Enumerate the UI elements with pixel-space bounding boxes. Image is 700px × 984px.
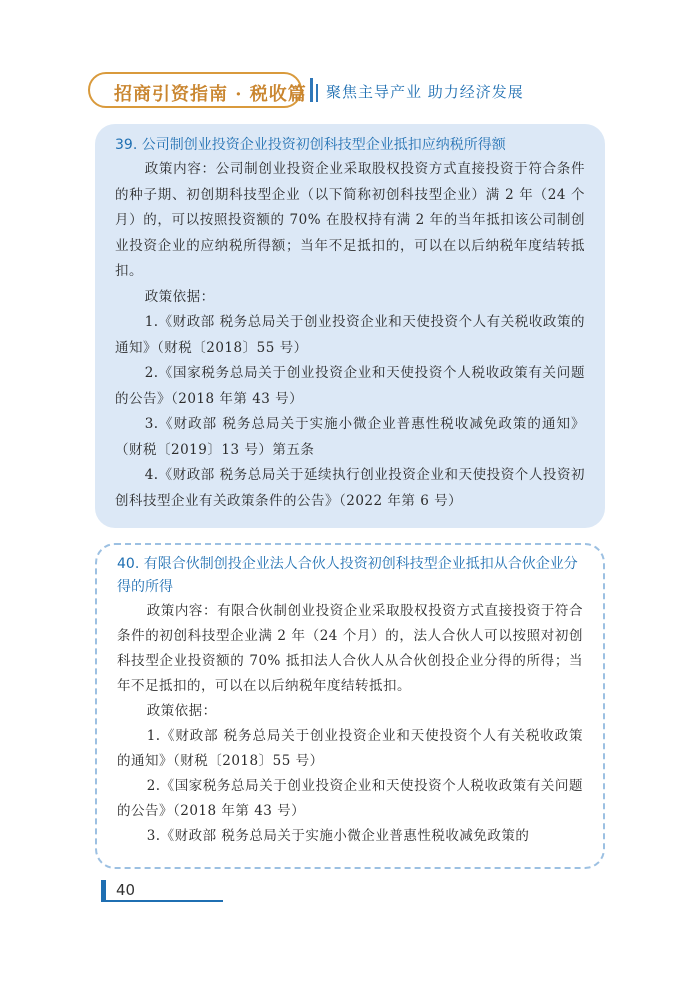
policy-content: 政策内容：公司制创业投资企业采取股权投资方式直接投资于符合条件的种子期、初创期科技型企业（以下简称初创科技型企业）满 2 年（24 个月）的，可以按照投资额的 70% 在股权持有满 2 年的当年抵扣该公司制创业投资企业的应纳税所得额；当年不足抵扣的，可以在以后纳税年度结转抵扣。 [115, 161, 585, 279]
policy-card-40 [95, 543, 605, 869]
header-divider-thin [316, 84, 318, 102]
header-slogan: 聚焦主导产业 助力经济发展 [326, 83, 524, 101]
page-header [88, 72, 608, 110]
policy-basis-item: 3.《财政部 税务总局关于实施小微企业普惠性税收减免政策的 [146, 828, 530, 844]
page-number: 40 [116, 881, 136, 899]
policy-basis-item: 2.《国家税务总局关于创业投资企业和天使投资个人税收政策有关问题的公告》（2018 年第 43 号） [117, 778, 583, 819]
policy-basis-item: 3.《财政部 税务总局关于实施小微企业普惠性税收减免政策的通知》（财税〔2019〕13 号）第五条 [115, 416, 585, 458]
policy-basis-item: 2.《国家税务总局关于创业投资企业和天使投资个人税收政策有关问题的公告》（2018 年第 43 号） [115, 365, 585, 407]
page-number-marker [101, 880, 106, 902]
section-title: 39. 公司制创业投资企业投资初创科技型企业抵扣应纳税所得额 [115, 137, 506, 153]
policy-card-39 [95, 124, 605, 528]
header-title-pill [88, 72, 307, 108]
policy-basis-item: 1.《财政部 税务总局关于创业投资企业和天使投资个人有关税收政策的通知》（财税〔2018〕55 号） [117, 728, 583, 769]
policy-content: 政策内容：有限合伙制创业投资企业采取股权投资方式直接投资于符合条件的初创科技型企业满 2 年（24 个月）的，法人合伙人可以按照对初创科技型企业投资额的 70% 抵扣法人合伙人从合伙创投企业分得的所得；当年不足抵扣的，可以在以后纳税年度结转抵扣。 [117, 603, 583, 694]
policy-basis-label: 政策依据： [144, 288, 215, 305]
policy-basis-item: 4.《财政部 税务总局关于延续执行创业投资企业和天使投资个人投资初创科技型企业有关政策条件的公告》（2022 年第 6 号） [115, 467, 585, 509]
header-title: 招商引资指南 · 税收篇 [114, 84, 307, 105]
page-number-underline [101, 900, 223, 902]
section-title: 40. 有限合伙制创投企业法人合伙人投资初创科技型企业抵扣从合伙企业分得的所得 [117, 556, 578, 595]
policy-basis-label: 政策依据： [146, 703, 217, 719]
policy-basis-item: 1.《财政部 税务总局关于创业投资企业和天使投资个人有关税收政策的通知》（财税〔2018〕55 号） [115, 314, 585, 356]
header-divider [310, 78, 313, 102]
